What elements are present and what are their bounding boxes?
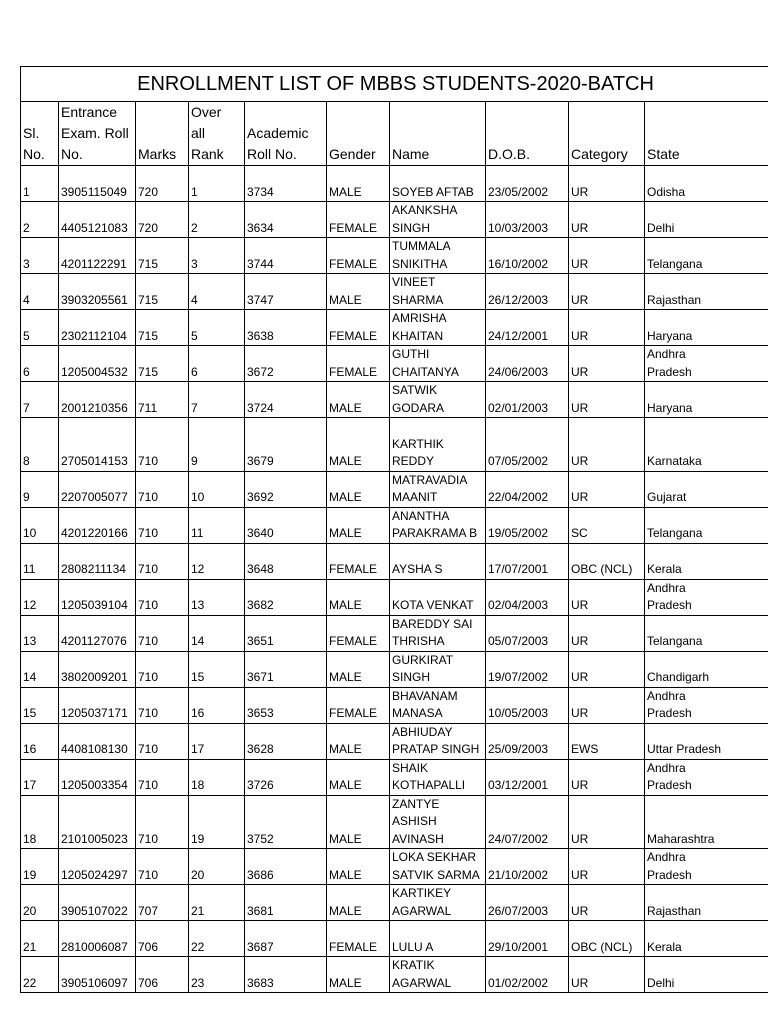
- cell-dob: 23/05/2002: [486, 166, 569, 202]
- table-row: [21, 471, 768, 507]
- cell-gender: MALE: [327, 957, 390, 993]
- cell-academic-roll: 3724: [245, 382, 327, 418]
- cell-name: KRATIK AGARWAL: [390, 957, 486, 993]
- cell-gender: FEMALE: [327, 202, 390, 238]
- table-row: [21, 687, 768, 723]
- cell-dob: 22/04/2002: [486, 471, 569, 507]
- cell-name: KARTHIK REDDY: [390, 418, 486, 472]
- cell-name: ZANTYE ASHISH AVINASH: [390, 795, 486, 849]
- cell-marks: 711: [136, 382, 189, 418]
- table-title: ENROLLMENT LIST OF MBBS STUDENTS-2020-BATCH: [21, 67, 768, 102]
- table-row: [21, 885, 768, 921]
- cell-entrance-roll: 2101005023: [59, 795, 136, 849]
- cell-dob: 19/07/2002: [486, 651, 569, 687]
- cell-sl-no: 1: [21, 166, 59, 202]
- cell-state: Delhi: [645, 202, 768, 238]
- cell-marks: 706: [136, 921, 189, 957]
- cell-academic-roll: 3692: [245, 471, 327, 507]
- cell-dob: 25/09/2003: [486, 723, 569, 759]
- table-row: [21, 921, 768, 957]
- cell-overall-rank: 10: [189, 471, 245, 507]
- cell-entrance-roll: 1205037171: [59, 687, 136, 723]
- cell-category: UR: [569, 615, 645, 651]
- enrollment-sheet: [20, 66, 768, 993]
- cell-state: Karnataka: [645, 418, 768, 472]
- cell-gender: FEMALE: [327, 346, 390, 382]
- cell-category: UR: [569, 687, 645, 723]
- cell-category: UR: [569, 310, 645, 346]
- table-row: [21, 507, 768, 543]
- cell-marks: 710: [136, 651, 189, 687]
- header-state: State: [645, 102, 768, 166]
- cell-category: UR: [569, 957, 645, 993]
- cell-gender: MALE: [327, 274, 390, 310]
- cell-academic-roll: 3683: [245, 957, 327, 993]
- cell-overall-rank: 1: [189, 166, 245, 202]
- cell-name: GURKIRAT SINGH: [390, 651, 486, 687]
- cell-state: Haryana: [645, 310, 768, 346]
- cell-category: UR: [569, 202, 645, 238]
- cell-category: UR: [569, 346, 645, 382]
- cell-sl-no: 10: [21, 507, 59, 543]
- cell-academic-roll: 3687: [245, 921, 327, 957]
- cell-state: Andhra Pradesh: [645, 849, 768, 885]
- cell-state: Gujarat: [645, 471, 768, 507]
- cell-state: Kerala: [645, 543, 768, 579]
- cell-marks: 710: [136, 723, 189, 759]
- table-row: [21, 795, 768, 849]
- cell-entrance-roll: 1205004532: [59, 346, 136, 382]
- cell-gender: MALE: [327, 166, 390, 202]
- cell-academic-roll: 3679: [245, 418, 327, 472]
- cell-dob: 02/01/2003: [486, 382, 569, 418]
- cell-overall-rank: 11: [189, 507, 245, 543]
- cell-academic-roll: 3734: [245, 166, 327, 202]
- cell-overall-rank: 19: [189, 795, 245, 849]
- cell-gender: FEMALE: [327, 310, 390, 346]
- header-row: [21, 102, 768, 166]
- cell-name: SATWIK GODARA: [390, 382, 486, 418]
- cell-gender: MALE: [327, 795, 390, 849]
- header-dob: D.O.B.: [486, 102, 569, 166]
- header-gender: Gender: [327, 102, 390, 166]
- cell-category: OBC (NCL): [569, 921, 645, 957]
- table-row: [21, 382, 768, 418]
- cell-dob: 07/05/2002: [486, 418, 569, 472]
- cell-gender: MALE: [327, 759, 390, 795]
- cell-overall-rank: 5: [189, 310, 245, 346]
- cell-marks: 715: [136, 346, 189, 382]
- cell-marks: 710: [136, 418, 189, 472]
- cell-marks: 710: [136, 759, 189, 795]
- cell-state: Andhra Pradesh: [645, 346, 768, 382]
- cell-dob: 10/03/2003: [486, 202, 569, 238]
- cell-gender: FEMALE: [327, 238, 390, 274]
- cell-academic-roll: 3672: [245, 346, 327, 382]
- cell-dob: 05/07/2003: [486, 615, 569, 651]
- cell-dob: 26/12/2003: [486, 274, 569, 310]
- cell-academic-roll: 3752: [245, 795, 327, 849]
- table-row: [21, 759, 768, 795]
- cell-state: Maharashtra: [645, 795, 768, 849]
- cell-sl-no: 20: [21, 885, 59, 921]
- cell-gender: FEMALE: [327, 921, 390, 957]
- cell-entrance-roll: 4201127076: [59, 615, 136, 651]
- cell-dob: 26/07/2003: [486, 885, 569, 921]
- cell-sl-no: 9: [21, 471, 59, 507]
- cell-entrance-roll: 2001210356: [59, 382, 136, 418]
- header-entrance-roll: Entrance Exam. Roll No.: [59, 102, 136, 166]
- cell-name: KOTA VENKAT: [390, 579, 486, 615]
- cell-gender: MALE: [327, 885, 390, 921]
- cell-academic-roll: 3744: [245, 238, 327, 274]
- cell-name: SOYEB AFTAB: [390, 166, 486, 202]
- cell-entrance-roll: 4201220166: [59, 507, 136, 543]
- cell-sl-no: 16: [21, 723, 59, 759]
- cell-academic-roll: 3653: [245, 687, 327, 723]
- cell-overall-rank: 2: [189, 202, 245, 238]
- cell-academic-roll: 3681: [245, 885, 327, 921]
- cell-category: UR: [569, 471, 645, 507]
- cell-name: KARTIKEY AGARWAL: [390, 885, 486, 921]
- cell-gender: MALE: [327, 651, 390, 687]
- cell-overall-rank: 20: [189, 849, 245, 885]
- cell-gender: FEMALE: [327, 687, 390, 723]
- cell-academic-roll: 3648: [245, 543, 327, 579]
- cell-dob: 24/12/2001: [486, 310, 569, 346]
- cell-gender: MALE: [327, 382, 390, 418]
- cell-dob: 21/10/2002: [486, 849, 569, 885]
- cell-marks: 710: [136, 795, 189, 849]
- cell-overall-rank: 13: [189, 579, 245, 615]
- cell-overall-rank: 22: [189, 921, 245, 957]
- cell-entrance-roll: 3905107022: [59, 885, 136, 921]
- cell-marks: 710: [136, 687, 189, 723]
- cell-category: UR: [569, 166, 645, 202]
- cell-marks: 707: [136, 885, 189, 921]
- cell-gender: MALE: [327, 579, 390, 615]
- table-row: [21, 615, 768, 651]
- cell-overall-rank: 15: [189, 651, 245, 687]
- table-row: [21, 346, 768, 382]
- cell-name: AMRISHA KHAITAN: [390, 310, 486, 346]
- cell-category: UR: [569, 795, 645, 849]
- cell-overall-rank: 18: [189, 759, 245, 795]
- cell-entrance-roll: 3905106097: [59, 957, 136, 993]
- cell-state: Rajasthan: [645, 885, 768, 921]
- cell-sl-no: 5: [21, 310, 59, 346]
- cell-academic-roll: 3634: [245, 202, 327, 238]
- cell-overall-rank: 21: [189, 885, 245, 921]
- cell-name: MATRAVADIA MAANIT: [390, 471, 486, 507]
- cell-gender: FEMALE: [327, 543, 390, 579]
- cell-state: Telangana: [645, 507, 768, 543]
- cell-sl-no: 7: [21, 382, 59, 418]
- cell-overall-rank: 9: [189, 418, 245, 472]
- table-row: [21, 418, 768, 472]
- cell-category: UR: [569, 759, 645, 795]
- cell-name: ANANTHA PARAKRAMA B: [390, 507, 486, 543]
- cell-name: BAREDDY SAI THRISHA: [390, 615, 486, 651]
- cell-sl-no: 19: [21, 849, 59, 885]
- cell-gender: MALE: [327, 849, 390, 885]
- cell-marks: 715: [136, 310, 189, 346]
- cell-academic-roll: 3651: [245, 615, 327, 651]
- cell-sl-no: 3: [21, 238, 59, 274]
- cell-overall-rank: 3: [189, 238, 245, 274]
- cell-name: AYSHA S: [390, 543, 486, 579]
- cell-entrance-roll: 3903205561: [59, 274, 136, 310]
- cell-dob: 01/02/2002: [486, 957, 569, 993]
- cell-sl-no: 6: [21, 346, 59, 382]
- cell-state: Telangana: [645, 238, 768, 274]
- cell-gender: MALE: [327, 507, 390, 543]
- cell-academic-roll: 3638: [245, 310, 327, 346]
- cell-marks: 710: [136, 507, 189, 543]
- cell-name: ABHIUDAY PRATAP SINGH: [390, 723, 486, 759]
- table-row: [21, 202, 768, 238]
- cell-entrance-roll: 2810006087: [59, 921, 136, 957]
- cell-marks: 710: [136, 543, 189, 579]
- cell-entrance-roll: 3802009201: [59, 651, 136, 687]
- cell-gender: MALE: [327, 723, 390, 759]
- cell-category: UR: [569, 651, 645, 687]
- cell-academic-roll: 3640: [245, 507, 327, 543]
- cell-marks: 720: [136, 202, 189, 238]
- table-row: [21, 274, 768, 310]
- cell-academic-roll: 3747: [245, 274, 327, 310]
- table-row: [21, 166, 768, 202]
- cell-entrance-roll: 4405121083: [59, 202, 136, 238]
- cell-state: Odisha: [645, 166, 768, 202]
- cell-sl-no: 15: [21, 687, 59, 723]
- table-row: [21, 579, 768, 615]
- cell-dob: 24/07/2002: [486, 795, 569, 849]
- cell-category: UR: [569, 885, 645, 921]
- cell-category: OBC (NCL): [569, 543, 645, 579]
- cell-sl-no: 17: [21, 759, 59, 795]
- cell-state: Telangana: [645, 615, 768, 651]
- cell-entrance-roll: 2808211134: [59, 543, 136, 579]
- cell-category: EWS: [569, 723, 645, 759]
- cell-state: Haryana: [645, 382, 768, 418]
- cell-category: UR: [569, 579, 645, 615]
- cell-gender: FEMALE: [327, 615, 390, 651]
- cell-state: Delhi: [645, 957, 768, 993]
- cell-category: SC: [569, 507, 645, 543]
- cell-state: Kerala: [645, 921, 768, 957]
- cell-state: Rajasthan: [645, 274, 768, 310]
- cell-state: Chandigarh: [645, 651, 768, 687]
- cell-sl-no: 11: [21, 543, 59, 579]
- cell-sl-no: 2: [21, 202, 59, 238]
- cell-gender: MALE: [327, 418, 390, 472]
- header-category: Category: [569, 102, 645, 166]
- cell-name: BHAVANAM MANASA: [390, 687, 486, 723]
- cell-overall-rank: 14: [189, 615, 245, 651]
- cell-academic-roll: 3726: [245, 759, 327, 795]
- cell-gender: MALE: [327, 471, 390, 507]
- cell-entrance-roll: 2207005077: [59, 471, 136, 507]
- cell-dob: 29/10/2001: [486, 921, 569, 957]
- cell-name: GUTHI CHAITANYA: [390, 346, 486, 382]
- cell-overall-rank: 7: [189, 382, 245, 418]
- cell-category: UR: [569, 238, 645, 274]
- cell-dob: 03/12/2001: [486, 759, 569, 795]
- enrollment-table: [20, 66, 768, 993]
- header-name: Name: [390, 102, 486, 166]
- table-row: [21, 849, 768, 885]
- header-overall-rank: Over all Rank: [189, 102, 245, 166]
- cell-academic-roll: 3686: [245, 849, 327, 885]
- cell-dob: 17/07/2001: [486, 543, 569, 579]
- cell-overall-rank: 4: [189, 274, 245, 310]
- cell-overall-rank: 6: [189, 346, 245, 382]
- cell-category: UR: [569, 382, 645, 418]
- cell-category: UR: [569, 274, 645, 310]
- cell-entrance-roll: 1205024297: [59, 849, 136, 885]
- cell-marks: 710: [136, 471, 189, 507]
- cell-category: UR: [569, 418, 645, 472]
- cell-name: TUMMALA SNIKITHA: [390, 238, 486, 274]
- cell-overall-rank: 12: [189, 543, 245, 579]
- table-row: [21, 723, 768, 759]
- cell-dob: 02/04/2003: [486, 579, 569, 615]
- cell-dob: 24/06/2003: [486, 346, 569, 382]
- cell-category: UR: [569, 849, 645, 885]
- cell-marks: 715: [136, 238, 189, 274]
- cell-academic-roll: 3682: [245, 579, 327, 615]
- cell-marks: 710: [136, 615, 189, 651]
- cell-dob: 19/05/2002: [486, 507, 569, 543]
- cell-entrance-roll: 3905115049: [59, 166, 136, 202]
- cell-state: Andhra Pradesh: [645, 759, 768, 795]
- cell-entrance-roll: 1205003354: [59, 759, 136, 795]
- cell-sl-no: 8: [21, 418, 59, 472]
- cell-sl-no: 12: [21, 579, 59, 615]
- cell-marks: 710: [136, 579, 189, 615]
- cell-academic-roll: 3628: [245, 723, 327, 759]
- cell-name: AKANKSHA SINGH: [390, 202, 486, 238]
- cell-marks: 706: [136, 957, 189, 993]
- header-marks: Marks: [136, 102, 189, 166]
- cell-entrance-roll: 1205039104: [59, 579, 136, 615]
- cell-overall-rank: 16: [189, 687, 245, 723]
- cell-entrance-roll: 2302112104: [59, 310, 136, 346]
- cell-sl-no: 13: [21, 615, 59, 651]
- header-academic-roll: Academic Roll No.: [245, 102, 327, 166]
- cell-sl-no: 14: [21, 651, 59, 687]
- cell-entrance-roll: 4408108130: [59, 723, 136, 759]
- cell-sl-no: 4: [21, 274, 59, 310]
- cell-dob: 10/05/2003: [486, 687, 569, 723]
- header-sl-no: Sl. No.: [21, 102, 59, 166]
- cell-overall-rank: 17: [189, 723, 245, 759]
- table-row: [21, 651, 768, 687]
- cell-marks: 715: [136, 274, 189, 310]
- cell-marks: 710: [136, 849, 189, 885]
- cell-sl-no: 18: [21, 795, 59, 849]
- cell-entrance-roll: 4201122291: [59, 238, 136, 274]
- cell-sl-no: 22: [21, 957, 59, 993]
- cell-overall-rank: 23: [189, 957, 245, 993]
- cell-name: SHAIK KOTHAPALLI: [390, 759, 486, 795]
- cell-marks: 720: [136, 166, 189, 202]
- cell-state: Uttar Pradesh: [645, 723, 768, 759]
- cell-dob: 16/10/2002: [486, 238, 569, 274]
- cell-state: Andhra Pradesh: [645, 579, 768, 615]
- table-row: [21, 238, 768, 274]
- cell-name: LOKA SEKHAR SATVIK SARMA: [390, 849, 486, 885]
- cell-name: LULU A: [390, 921, 486, 957]
- cell-academic-roll: 3671: [245, 651, 327, 687]
- table-row: [21, 543, 768, 579]
- cell-sl-no: 21: [21, 921, 59, 957]
- cell-state: Andhra Pradesh: [645, 687, 768, 723]
- table-row: [21, 957, 768, 993]
- cell-name: VINEET SHARMA: [390, 274, 486, 310]
- cell-entrance-roll: 2705014153: [59, 418, 136, 472]
- table-row: [21, 310, 768, 346]
